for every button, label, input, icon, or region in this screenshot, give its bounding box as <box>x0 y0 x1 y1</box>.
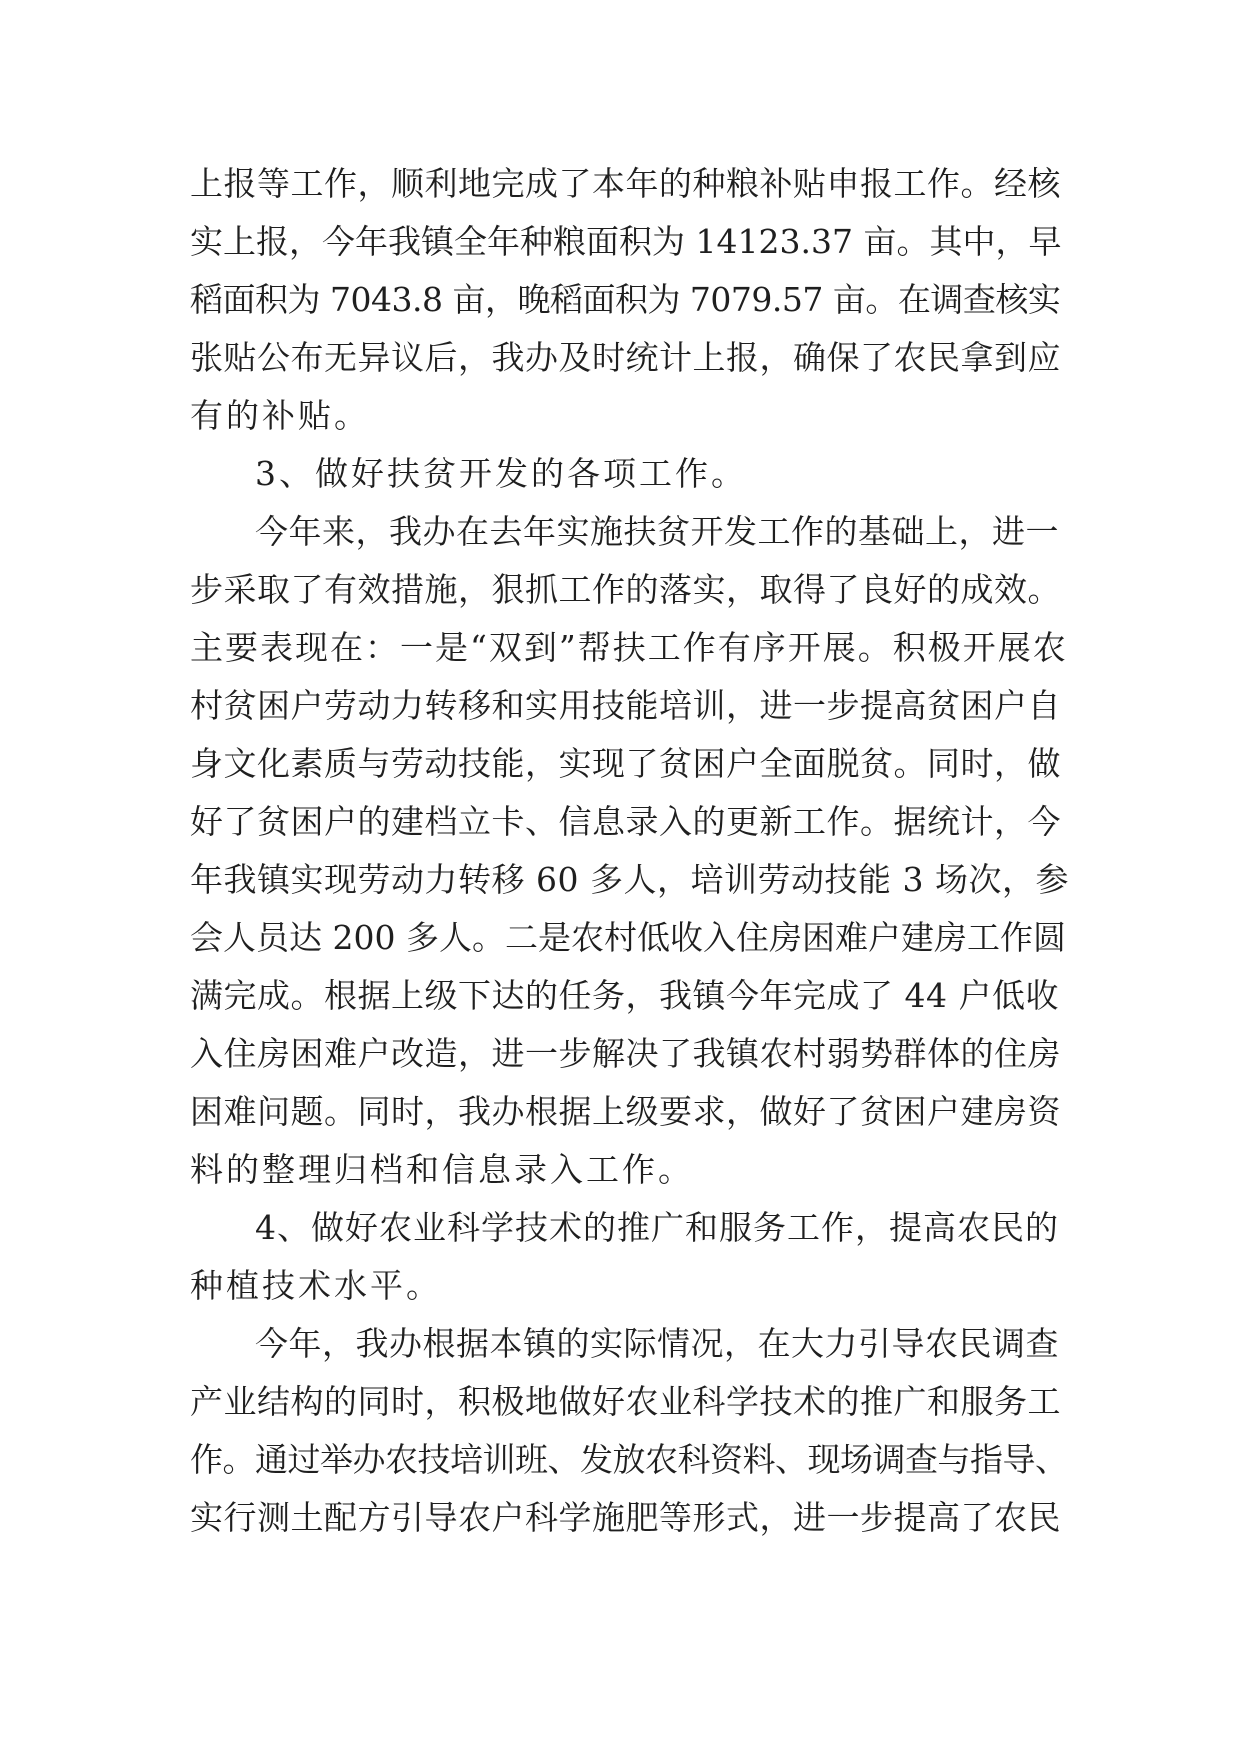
text-line: 实行测土配方引导农户科学施肥等形式，进一步提高了农民 <box>190 1498 1061 1537</box>
text-line: 年我镇实现劳动力转移 60 多人，培训劳动技能 3 场次，参 <box>190 860 1069 899</box>
text-line: 产业结构的同时，积极地做好农业科学技术的推广和服务工 <box>190 1382 1061 1421</box>
text-line: 步采取了有效措施，狠抓工作的落实，取得了良好的成效。 <box>190 570 1061 609</box>
text-line: 今年来，我办在去年实施扶贫开发工作的基础上，进一 <box>255 512 1059 551</box>
text-line: 村贫困户劳动力转移和实用技能培训，进一步提高贫困户自 <box>190 686 1061 725</box>
section-heading-continued: 种植技术水平。 <box>190 1266 442 1305</box>
text-line: 好了贫困户的建档立卡、信息录入的更新工作。据统计，今 <box>190 802 1061 841</box>
section-heading: 3、做好扶贫开发的各项工作。 <box>255 454 747 493</box>
text-line: 会人员达 200 多人。二是农村低收入住房困难户建房工作圆 <box>190 918 1066 957</box>
text-line: 主要表现在：一是“双到”帮扶工作有序开展。积极开展农 <box>190 628 1068 667</box>
text-line: 张贴公布无异议后，我办及时统计上报，确保了农民拿到应 <box>190 338 1061 377</box>
text-line: 入住房困难户改造，进一步解决了我镇农村弱势群体的住房 <box>190 1034 1061 1073</box>
section-heading: 4、做好农业科学技术的推广和服务工作，提高农民的 <box>255 1208 1059 1247</box>
text-line: 料的整理归档和信息录入工作。 <box>190 1150 694 1189</box>
text-line: 稻面积为 7043.8 亩，晚稻面积为 7079.57 亩。在调查核实 <box>190 280 1061 319</box>
text-line: 今年，我办根据本镇的实际情况，在大力引导农民调查 <box>255 1324 1059 1363</box>
text-line: 实上报，今年我镇全年种粮面积为 14123.37 亩。其中，早 <box>190 222 1062 261</box>
text-line: 上报等工作，顺利地完成了本年的种粮补贴申报工作。经核 <box>190 164 1061 203</box>
text-line: 满完成。根据上级下达的任务，我镇今年完成了 44 户低收 <box>190 976 1059 1015</box>
text-line: 有的补贴。 <box>190 396 370 435</box>
text-line: 作。通过举办农技培训班、发放农科资料、现场调查与指导、 <box>190 1440 1068 1479</box>
text-line: 身文化素质与劳动技能，实现了贫困户全面脱贫。同时，做 <box>190 744 1061 783</box>
text-line: 困难问题。同时，我办根据上级要求，做好了贫困户建房资 <box>190 1092 1061 1131</box>
